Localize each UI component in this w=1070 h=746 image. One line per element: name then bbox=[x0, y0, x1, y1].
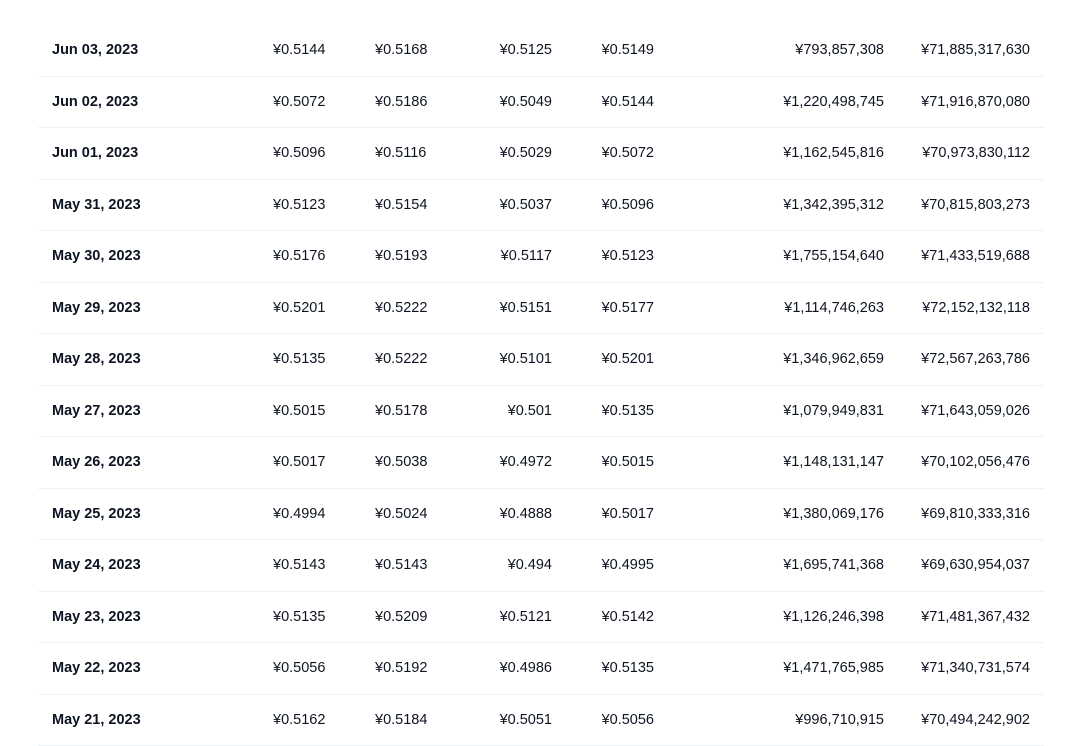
open-price-cell: ¥0.5143 bbox=[273, 540, 325, 592]
date-cell: May 24, 2023 bbox=[52, 540, 141, 592]
open-price-cell: ¥0.5015 bbox=[273, 386, 325, 438]
date-cell: May 29, 2023 bbox=[52, 283, 141, 335]
low-price-cell: ¥0.4972 bbox=[500, 437, 552, 489]
volume-cell: ¥793,857,308 bbox=[795, 25, 884, 77]
close-price-cell: ¥0.5135 bbox=[602, 643, 654, 695]
high-price-cell: ¥0.5222 bbox=[375, 334, 427, 386]
high-price-cell: ¥0.5116 bbox=[375, 128, 426, 180]
table-row bbox=[38, 592, 1044, 644]
close-price-cell: ¥0.5123 bbox=[602, 231, 654, 283]
high-price-cell: ¥0.5222 bbox=[375, 283, 427, 335]
historical-data-table bbox=[38, 25, 1044, 746]
table-row bbox=[38, 695, 1044, 746]
volume-cell: ¥1,079,949,831 bbox=[783, 386, 884, 438]
high-price-cell: ¥0.5024 bbox=[375, 489, 427, 541]
table-row bbox=[38, 25, 1044, 77]
open-price-cell: ¥0.5017 bbox=[273, 437, 325, 489]
close-price-cell: ¥0.5142 bbox=[602, 592, 654, 644]
table-row bbox=[38, 540, 1044, 592]
open-price-cell: ¥0.5162 bbox=[273, 695, 325, 746]
date-cell: Jun 01, 2023 bbox=[52, 128, 138, 180]
close-price-cell: ¥0.5177 bbox=[602, 283, 654, 335]
close-price-cell: ¥0.5015 bbox=[602, 437, 654, 489]
open-price-cell: ¥0.5072 bbox=[273, 77, 325, 129]
date-cell: Jun 03, 2023 bbox=[52, 25, 138, 77]
market-cap-cell: ¥71,340,731,574 bbox=[921, 643, 1030, 695]
high-price-cell: ¥0.5186 bbox=[375, 77, 427, 129]
volume-cell: ¥1,346,962,659 bbox=[783, 334, 884, 386]
low-price-cell: ¥0.5029 bbox=[500, 128, 552, 180]
volume-cell: ¥1,114,746,263 bbox=[784, 283, 884, 335]
close-price-cell: ¥0.5135 bbox=[602, 386, 654, 438]
date-cell: May 28, 2023 bbox=[52, 334, 141, 386]
low-price-cell: ¥0.5037 bbox=[500, 180, 552, 232]
market-cap-cell: ¥69,630,954,037 bbox=[921, 540, 1030, 592]
low-price-cell: ¥0.5117 bbox=[501, 231, 552, 283]
date-cell: May 21, 2023 bbox=[52, 695, 141, 746]
market-cap-cell: ¥70,815,803,273 bbox=[921, 180, 1030, 232]
high-price-cell: ¥0.5168 bbox=[375, 25, 427, 77]
date-cell: May 31, 2023 bbox=[52, 180, 141, 232]
volume-cell: ¥996,710,915 bbox=[795, 695, 884, 746]
table-row bbox=[38, 643, 1044, 695]
open-price-cell: ¥0.5144 bbox=[273, 25, 325, 77]
table-row bbox=[38, 180, 1044, 232]
volume-cell: ¥1,220,498,745 bbox=[783, 77, 884, 129]
high-price-cell: ¥0.5184 bbox=[375, 695, 427, 746]
table-row bbox=[38, 437, 1044, 489]
table-row bbox=[38, 283, 1044, 335]
date-cell: May 26, 2023 bbox=[52, 437, 141, 489]
low-price-cell: ¥0.501 bbox=[508, 386, 552, 438]
date-cell: May 30, 2023 bbox=[52, 231, 141, 283]
low-price-cell: ¥0.5125 bbox=[500, 25, 552, 77]
open-price-cell: ¥0.4994 bbox=[273, 489, 325, 541]
market-cap-cell: ¥71,643,059,026 bbox=[921, 386, 1030, 438]
high-price-cell: ¥0.5193 bbox=[375, 231, 427, 283]
table-row bbox=[38, 128, 1044, 180]
market-cap-cell: ¥71,916,870,080 bbox=[921, 77, 1030, 129]
high-price-cell: ¥0.5209 bbox=[375, 592, 427, 644]
table-row bbox=[38, 386, 1044, 438]
high-price-cell: ¥0.5038 bbox=[375, 437, 427, 489]
high-price-cell: ¥0.5154 bbox=[375, 180, 427, 232]
high-price-cell: ¥0.5143 bbox=[375, 540, 427, 592]
close-price-cell: ¥0.5096 bbox=[602, 180, 654, 232]
open-price-cell: ¥0.5201 bbox=[273, 283, 325, 335]
high-price-cell: ¥0.5192 bbox=[375, 643, 427, 695]
close-price-cell: ¥0.5072 bbox=[602, 128, 654, 180]
date-cell: May 22, 2023 bbox=[52, 643, 141, 695]
low-price-cell: ¥0.5121 bbox=[500, 592, 552, 644]
date-cell: May 23, 2023 bbox=[52, 592, 141, 644]
table-row bbox=[38, 77, 1044, 129]
market-cap-cell: ¥71,481,367,432 bbox=[921, 592, 1030, 644]
close-price-cell: ¥0.4995 bbox=[602, 540, 654, 592]
low-price-cell: ¥0.5151 bbox=[500, 283, 552, 335]
open-price-cell: ¥0.5176 bbox=[273, 231, 325, 283]
close-price-cell: ¥0.5144 bbox=[602, 77, 654, 129]
volume-cell: ¥1,380,069,176 bbox=[783, 489, 884, 541]
open-price-cell: ¥0.5135 bbox=[273, 334, 325, 386]
table-row bbox=[38, 231, 1044, 283]
open-price-cell: ¥0.5135 bbox=[273, 592, 325, 644]
market-cap-cell: ¥69,810,333,316 bbox=[921, 489, 1030, 541]
low-price-cell: ¥0.494 bbox=[508, 540, 552, 592]
market-cap-cell: ¥70,494,242,902 bbox=[921, 695, 1030, 746]
volume-cell: ¥1,471,765,985 bbox=[783, 643, 884, 695]
volume-cell: ¥1,148,131,147 bbox=[783, 437, 884, 489]
date-cell: May 27, 2023 bbox=[52, 386, 141, 438]
close-price-cell: ¥0.5149 bbox=[602, 25, 654, 77]
volume-cell: ¥1,126,246,398 bbox=[783, 592, 884, 644]
open-price-cell: ¥0.5123 bbox=[273, 180, 325, 232]
close-price-cell: ¥0.5201 bbox=[602, 334, 654, 386]
volume-cell: ¥1,162,545,816 bbox=[783, 128, 884, 180]
low-price-cell: ¥0.4888 bbox=[500, 489, 552, 541]
low-price-cell: ¥0.5049 bbox=[500, 77, 552, 129]
low-price-cell: ¥0.5051 bbox=[500, 695, 552, 746]
market-cap-cell: ¥70,973,830,112 bbox=[922, 128, 1030, 180]
close-price-cell: ¥0.5056 bbox=[602, 695, 654, 746]
high-price-cell: ¥0.5178 bbox=[375, 386, 427, 438]
open-price-cell: ¥0.5096 bbox=[273, 128, 325, 180]
low-price-cell: ¥0.5101 bbox=[500, 334, 552, 386]
market-cap-cell: ¥72,152,132,118 bbox=[922, 283, 1030, 335]
close-price-cell: ¥0.5017 bbox=[602, 489, 654, 541]
volume-cell: ¥1,695,741,368 bbox=[783, 540, 884, 592]
date-cell: May 25, 2023 bbox=[52, 489, 141, 541]
market-cap-cell: ¥71,885,317,630 bbox=[921, 25, 1030, 77]
table-row bbox=[38, 334, 1044, 386]
market-cap-cell: ¥70,102,056,476 bbox=[921, 437, 1030, 489]
date-cell: Jun 02, 2023 bbox=[52, 77, 138, 129]
volume-cell: ¥1,755,154,640 bbox=[783, 231, 884, 283]
table-row bbox=[38, 489, 1044, 541]
market-cap-cell: ¥71,433,519,688 bbox=[921, 231, 1030, 283]
volume-cell: ¥1,342,395,312 bbox=[783, 180, 884, 232]
low-price-cell: ¥0.4986 bbox=[500, 643, 552, 695]
open-price-cell: ¥0.5056 bbox=[273, 643, 325, 695]
market-cap-cell: ¥72,567,263,786 bbox=[921, 334, 1030, 386]
